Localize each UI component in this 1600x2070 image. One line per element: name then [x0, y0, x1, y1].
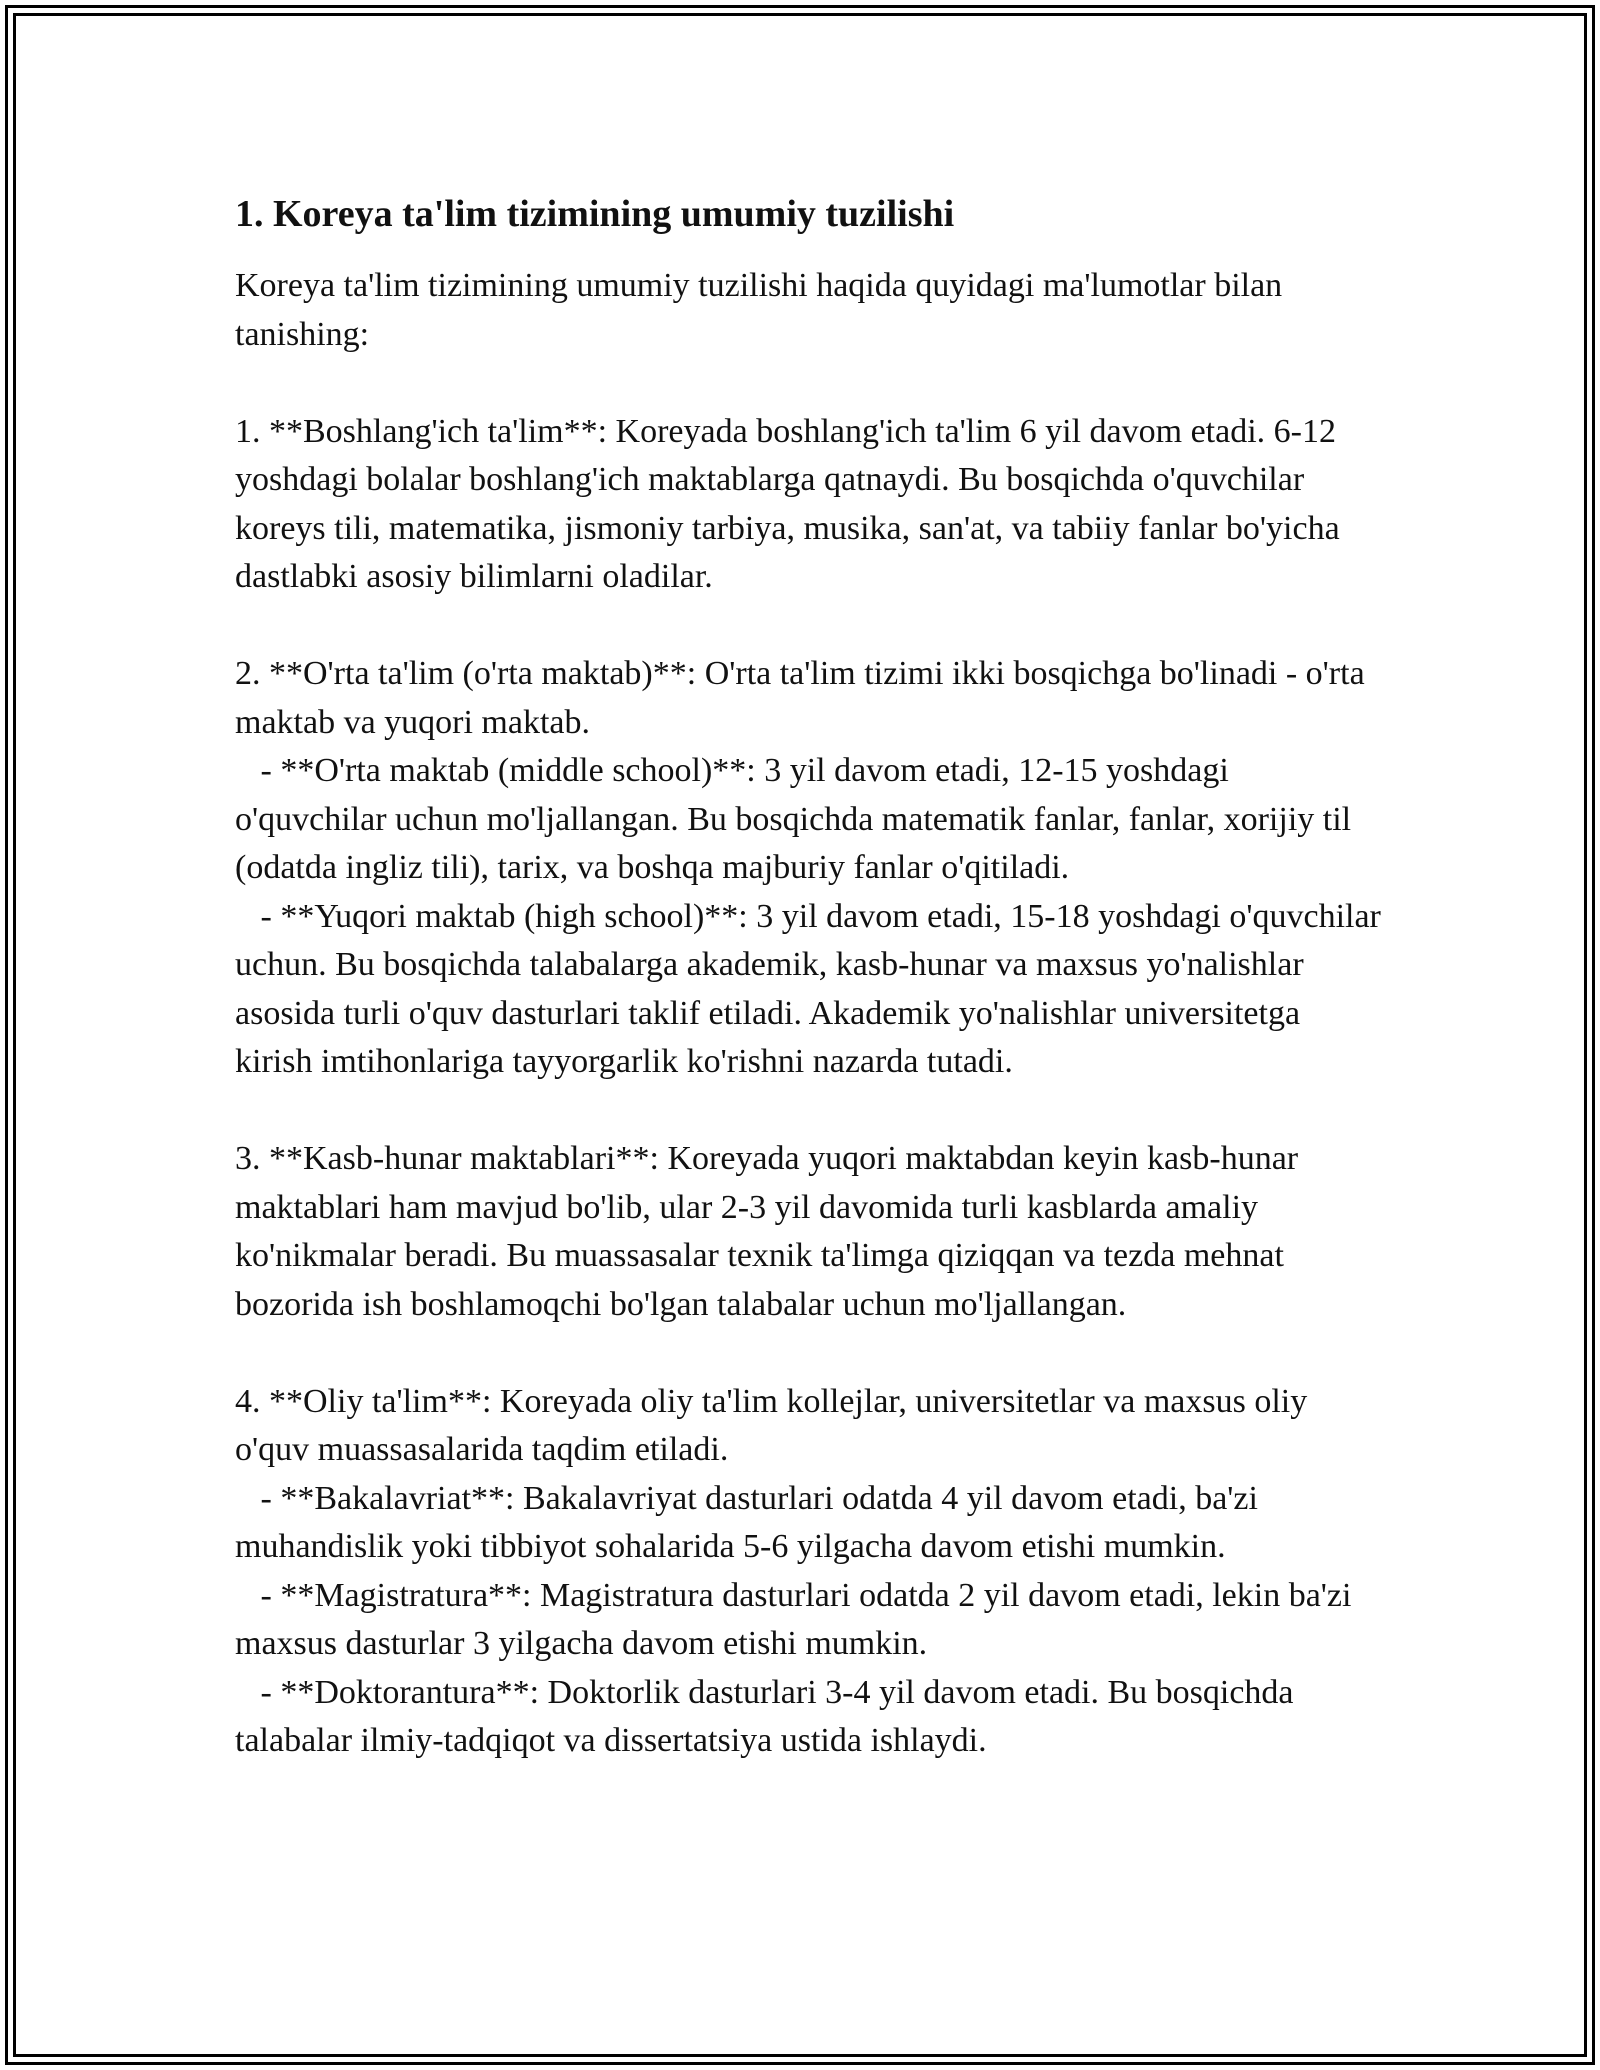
- section-text: 3. **Kasb-hunar maktablari**: Koreyada yuqori maktabdan keyin kasb-hunar maktablari ham mavjud bo'lib, ular 2-3 yil davomida turli kasblarda amaliy ko'nikmalar beradi. Bu muassasalar texnik ta'limga qiziqqan va tezda mehnat bozorida ish boshlamoqchi bo'lgan talabalar uchun mo'ljallangan.: [235, 1140, 1307, 1323]
- section-text: 2. **O'rta ta'lim (o'rta maktab)**: O'rta ta'lim tizimi ikki bosqichga bo'linadi - o'rta maktab va yuqori maktab.: [235, 655, 1374, 741]
- document-body: [235, 186, 1390, 1766]
- section-vocational-schools: [235, 1135, 1385, 1329]
- section-primary-education: [235, 408, 1385, 602]
- subitem-high-school: - **Yuqori maktab (high school)**: 3 yil davom etadi, 15-18 yoshdagi o'quvchilar uchun. Bu bosqichda talabalarga akademik, kasb-hunar va maxsus yo'nalishlar asosida turli o'quv dasturlari taklif etiladi. Akademik yo'nalishlar universitetga kirish imtihonlariga tayyorgarlik ko'rishni nazarda tutadi.: [235, 897, 1390, 1080]
- section-text: 1. **Boshlang'ich ta'lim**: Koreyada boshlang'ich ta'lim 6 yil davom etadi. 6-12 yoshdagi bolalar boshlang'ich maktablarga qatnaydi. Bu bosqichda o'quvchilar koreys tili, matematika, jismoniy tarbiya, musika, san'at, va tabiiy fanlar bo'yicha dastlabki asosiy bilimlarni oladilar.: [235, 412, 1349, 595]
- section-text: 4. **Oliy ta'lim**: Koreyada oliy ta'lim kollejlar, universitetlar va maxsus oliy o'quv muassasalarida taqdim etiladi.: [235, 1382, 1316, 1468]
- subitem-bachelor: - **Bakalavriat**: Bakalavriyat dasturlari odatda 4 yil davom etadi, ba'zi muhandislik yoki tibbiyot sohalarida 5-6 yilgacha davom etishi mumkin.: [235, 1479, 1267, 1565]
- intro-paragraph: Koreya ta'lim tizimining umumiy tuzilishi haqida quyidagi ma'lumotlar bilan tanishing:: [235, 267, 1291, 353]
- subitem-master: - **Magistratura**: Magistratura dasturlari odatda 2 yil davom etadi, lekin ba'zi maxsus dasturlar 3 yilgacha davom etishi mumkin.: [235, 1576, 1360, 1662]
- section-higher-education: [235, 1378, 1385, 1766]
- subitem-doctorate: - **Doktorantura**: Doktorlik dasturlari 3-4 yil davom etadi. Bu bosqichda talabalar ilmiy-tadqiqot va dissertatsiya ustida ishlaydi.: [235, 1673, 1303, 1759]
- document-title: 1. Koreya ta'lim tizimining umumiy tuzilishi: [235, 193, 955, 235]
- section-secondary-education: [235, 650, 1390, 1087]
- subitem-middle-school: - **O'rta maktab (middle school)**: 3 yil davom etadi, 12-15 yoshdagi o'quvchilar uchun mo'ljallangan. Bu bosqichda matematik fanlar, fanlar, xorijiy til (odatda ingliz tili), tarix, va boshqa majburiy fanlar o'qitiladi.: [235, 752, 1360, 886]
